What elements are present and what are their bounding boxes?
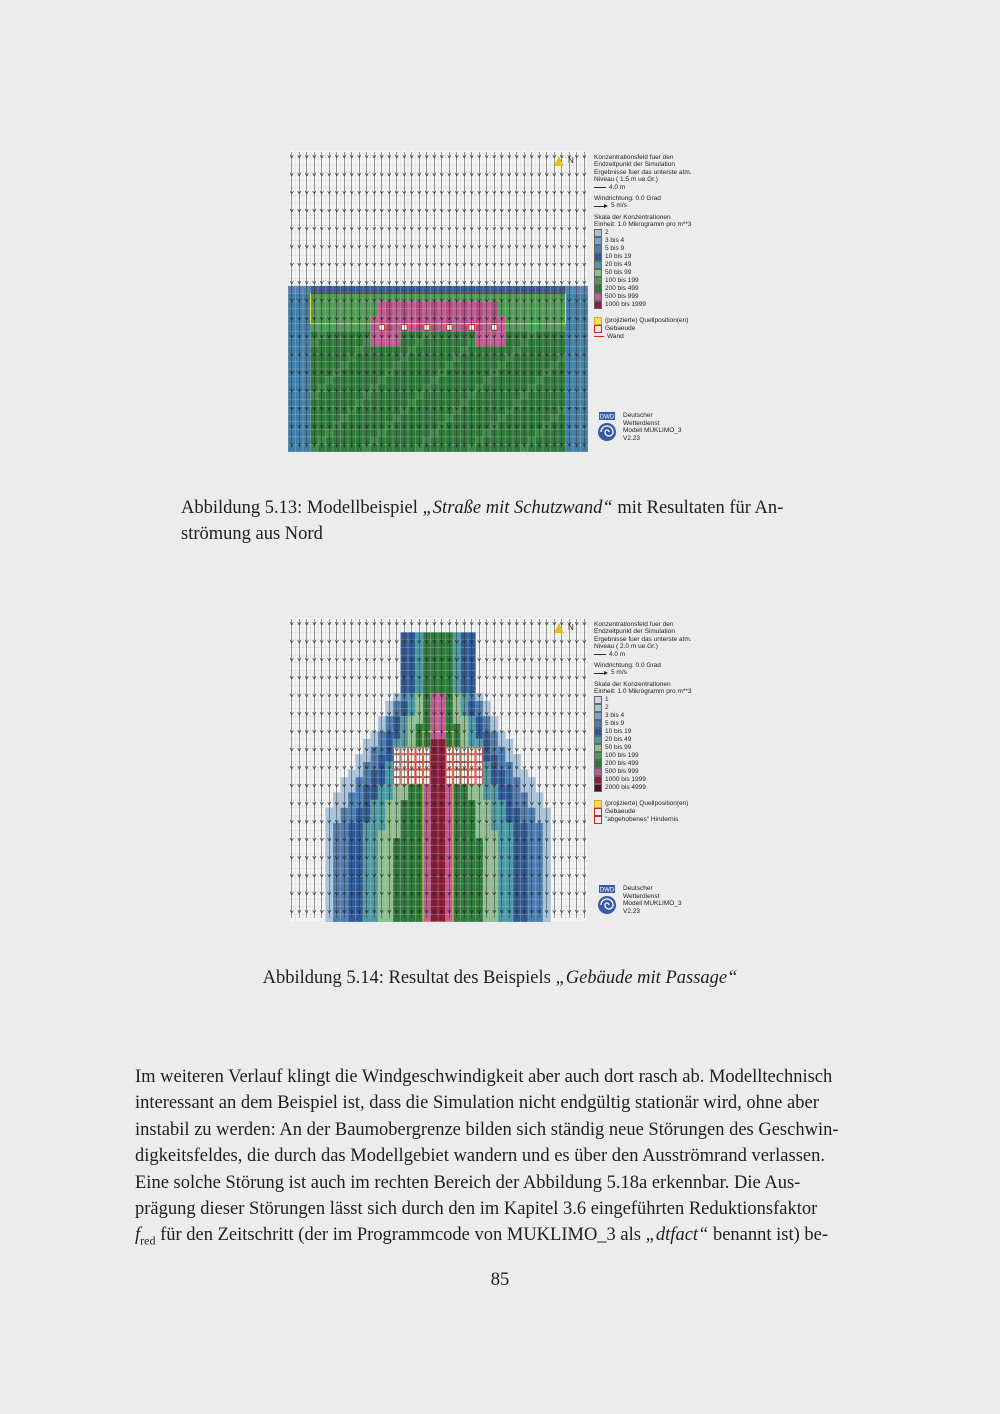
legend-class-label: 500 bis 999 [605, 292, 639, 300]
legend-class-label: 3 bis 4 [605, 236, 625, 244]
color-swatch-icon [594, 285, 602, 293]
legend-title-line: Endzeitpunkt der Simulation [594, 628, 675, 636]
wind-direction: Windrichtung: 0.0 Grad [594, 662, 661, 670]
legend-symbol-label: Wand [607, 332, 624, 340]
var-subscript: red [140, 1234, 156, 1249]
page-number: 85 [490, 1270, 510, 1290]
caption-suffix: mit Resultaten für An- [612, 498, 784, 518]
legend-symbol-label: (projizierte) Quellposition(en) [605, 799, 689, 807]
legend-class [594, 253, 692, 261]
color-swatch-icon [594, 229, 602, 237]
color-swatch-icon [594, 720, 602, 728]
legend-symbol [594, 816, 692, 824]
legend-class [594, 237, 692, 245]
legend-class-label: 10 bis 19 [605, 252, 632, 260]
legend-class-label: 10 bis 19 [605, 727, 632, 735]
caption-figure-5-14 [0, 965, 1000, 991]
legend-class-label: 500 bis 999 [605, 767, 639, 775]
symbol-icon [594, 808, 602, 816]
legend-class-label: 5 bis 9 [605, 244, 625, 252]
legend-class [594, 293, 692, 301]
scale-unit: Einheit: 1.0 Mikrogramm pro m**3 [594, 221, 692, 229]
body-line-part: benannt ist) be- [708, 1225, 829, 1246]
wind-speed [594, 202, 692, 209]
legend-class [594, 229, 692, 237]
legend-class [594, 301, 692, 309]
legend-class [594, 744, 692, 752]
legend-class-label: 200 bis 499 [605, 284, 639, 292]
legend-symbol [594, 808, 692, 816]
color-swatch-icon [594, 736, 602, 744]
wind-arrow-icon [594, 203, 608, 209]
legend-class [594, 696, 692, 704]
line-symbol-icon [594, 187, 606, 188]
north-label: N [568, 156, 574, 165]
color-swatch-icon [594, 728, 602, 736]
concentration-map-1-svg [288, 150, 588, 452]
dwd-line: Modell MUKLIMO_3 [623, 900, 682, 908]
symbol-icon [594, 317, 602, 325]
color-swatch-icon [594, 696, 602, 704]
legend-height [594, 651, 692, 658]
legend-class [594, 760, 692, 768]
color-swatch-icon [594, 253, 602, 261]
legend-class [594, 245, 692, 253]
color-swatch-icon [594, 712, 602, 720]
legend-symbol [594, 317, 692, 325]
legend-class-label: 200 bis 499 [605, 759, 639, 767]
body-line-part: für den Zeitschritt (der im Programmcode von MUKLIMO_3 als [155, 1225, 646, 1246]
caption-prefix: Abbildung 5.14: Resultat des Beispiels [262, 968, 556, 988]
legend-class-label: 50 bis 99 [605, 268, 632, 276]
legend-symbol-label: Gebaeude [605, 324, 636, 332]
legend-class-label: 5 bis 9 [605, 719, 625, 727]
body-line [135, 1222, 870, 1254]
color-swatch-icon [594, 760, 602, 768]
legend-symbols [594, 317, 692, 340]
legend-class [594, 261, 692, 269]
legend-title-line: Endzeitpunkt der Simulation [594, 161, 675, 169]
dwd-line: V2.23 [623, 434, 640, 442]
legend-classes [594, 229, 692, 309]
north-label: N [568, 623, 574, 632]
color-swatch-icon [594, 245, 602, 253]
legend-class-label: 1000 bis 1999 [605, 775, 646, 783]
color-swatch-icon [594, 261, 602, 269]
legend-class [594, 784, 692, 792]
body-line: digkeitsfeldes, die durch das Modellgebiet wandern und es über den Ausströmrand verlassen. [135, 1146, 825, 1167]
legend-class [594, 712, 692, 720]
caption-line2: strömung aus Nord [181, 524, 323, 544]
legend-class [594, 720, 692, 728]
figure-5-13 [288, 150, 708, 460]
symbol-icon [594, 800, 602, 808]
color-swatch-icon [594, 744, 602, 752]
concentration-map-2-svg [288, 617, 588, 922]
color-swatch-icon [594, 237, 602, 245]
symbol-icon [594, 816, 602, 824]
legend-class [594, 728, 692, 736]
dwd-line: Modell MUKLIMO_3 [623, 427, 682, 435]
color-swatch-icon [594, 293, 602, 301]
dwd-line: Wetterdienst [623, 892, 660, 900]
line-symbol-icon [594, 654, 606, 655]
color-swatch-icon [594, 704, 602, 712]
dwd-line: Deutscher [623, 885, 653, 892]
legend-2 [594, 621, 692, 824]
legend-class [594, 736, 692, 744]
body-line: interessant an dem Beispiel ist, dass die Simulation nicht endgültig stationär wird, ohne aber [135, 1093, 819, 1114]
wind-speed-label: 5 m/s [611, 202, 627, 210]
legend-title-line: Niveau ( 2.0 m ue.Gr.) [594, 643, 658, 651]
figure-5-14 [288, 617, 708, 927]
concentration-map-1 [288, 150, 588, 452]
dwd-credit-2 [596, 885, 682, 915]
body-line: Im weiteren Verlauf klingt die Windgeschwindigkeit aber auch dort rasch ab. Modelltechnisch [135, 1067, 833, 1087]
legend-class [594, 776, 692, 784]
body-line: prägung dieser Störungen lässt sich durch den im Kapitel 3.6 eingeführten Reduktionsfaktor [135, 1199, 818, 1220]
dwd-credit-1 [596, 412, 682, 442]
legend-class-label: 2000 bis 4999 [605, 783, 646, 791]
legend-class [594, 277, 692, 285]
wind-speed [594, 669, 692, 676]
legend-symbol-label: Gebaeude [605, 807, 636, 815]
scale-unit: Einheit: 1.0 Mikrogramm pro m**3 [594, 688, 692, 696]
legend-symbol [594, 800, 692, 808]
legend-class-label: 50 bis 99 [605, 743, 632, 751]
north-arrow-icon [554, 156, 564, 166]
legend-class-label: 2 [605, 703, 609, 711]
dwd-line: Wetterdienst [623, 419, 660, 427]
symbol-icon [594, 336, 604, 337]
legend-title-line: Niveau ( 1.5 m ue.Gr.) [594, 176, 658, 184]
color-swatch-icon [594, 768, 602, 776]
height-label: 4.0 m [609, 650, 626, 658]
color-swatch-icon [594, 269, 602, 277]
symbol-icon [594, 325, 602, 333]
legend-class-label: 2 [605, 228, 609, 236]
legend-class [594, 269, 692, 277]
dwd-line: V2.23 [623, 907, 640, 915]
legend-class-label: 1 [605, 695, 609, 703]
dwd-logo-text: DWD [599, 414, 615, 421]
height-label: 4.0 m [609, 183, 626, 191]
scale-title: Skala der Konzentrationen [594, 213, 671, 221]
legend-symbol [594, 325, 692, 333]
body-line: Eine solche Störung ist auch im rechten Bereich der Abbildung 5.18a erkennbar. Die Aus- [135, 1172, 801, 1193]
legend-height [594, 184, 692, 191]
wind-arrow-icon [594, 670, 608, 676]
north-arrow-icon [554, 623, 564, 633]
legend-class [594, 752, 692, 760]
legend-class-label: 3 bis 4 [605, 711, 625, 719]
legend-title [594, 621, 692, 651]
legend-class [594, 768, 692, 776]
legend-classes [594, 696, 692, 792]
legend-class [594, 285, 692, 293]
legend-title-line: Ergebnisse fuer das unterste atm. [594, 635, 692, 643]
caption-italic: „Straße mit Schutzwand“ [422, 498, 613, 518]
body-paragraph [135, 1064, 870, 1255]
concentration-map-2 [288, 617, 588, 922]
dwd-logo-text: DWD [599, 887, 615, 894]
color-swatch-icon [594, 752, 602, 760]
legend-class [594, 704, 692, 712]
caption-prefix: Abbildung 5.13: Modellbeispiel [181, 498, 423, 518]
dwd-logo-icon [596, 885, 618, 915]
legend-class-label: 100 bis 199 [605, 751, 639, 759]
caption-italic: „Gebäude mit Passage“ [555, 968, 738, 988]
color-swatch-icon [594, 277, 602, 285]
legend-symbol-label: (projizierte) Quellposition(en) [605, 316, 689, 324]
legend-1 [594, 154, 692, 340]
var-f: f [135, 1225, 141, 1246]
wind-speed-label: 5 m/s [611, 669, 627, 677]
dwd-logo-icon [596, 412, 618, 442]
wind-direction: Windrichtung: 0.0 Grad [594, 195, 661, 203]
legend-class-label: 1000 bis 1999 [605, 300, 646, 308]
color-swatch-icon [594, 784, 602, 792]
dwd-line: Deutscher [623, 412, 653, 419]
body-line: instabil zu werden: An der Baumobergrenze bilden sich ständig neue Störungen des Geschwin- [135, 1119, 839, 1140]
legend-title-line: Konzentrationsfeld fuer den [594, 621, 674, 628]
legend-title-line: Ergebnisse fuer das unterste atm. [594, 168, 692, 176]
legend-title-line: Konzentrationsfeld fuer den [594, 154, 674, 161]
color-swatch-icon [594, 301, 602, 309]
caption-figure-5-13 [181, 495, 821, 547]
body-line-italic: „dtfact“ [645, 1225, 709, 1246]
legend-symbol [594, 333, 692, 340]
legend-class-label: 100 bis 199 [605, 276, 639, 284]
legend-symbols [594, 800, 692, 824]
legend-title [594, 154, 692, 184]
scale-title: Skala der Konzentrationen [594, 680, 671, 688]
legend-class-label: 20 bis 49 [605, 260, 632, 268]
color-swatch-icon [594, 776, 602, 784]
legend-class-label: 20 bis 49 [605, 735, 632, 743]
legend-symbol-label: "abgehobenes" Hindernis [605, 815, 679, 823]
